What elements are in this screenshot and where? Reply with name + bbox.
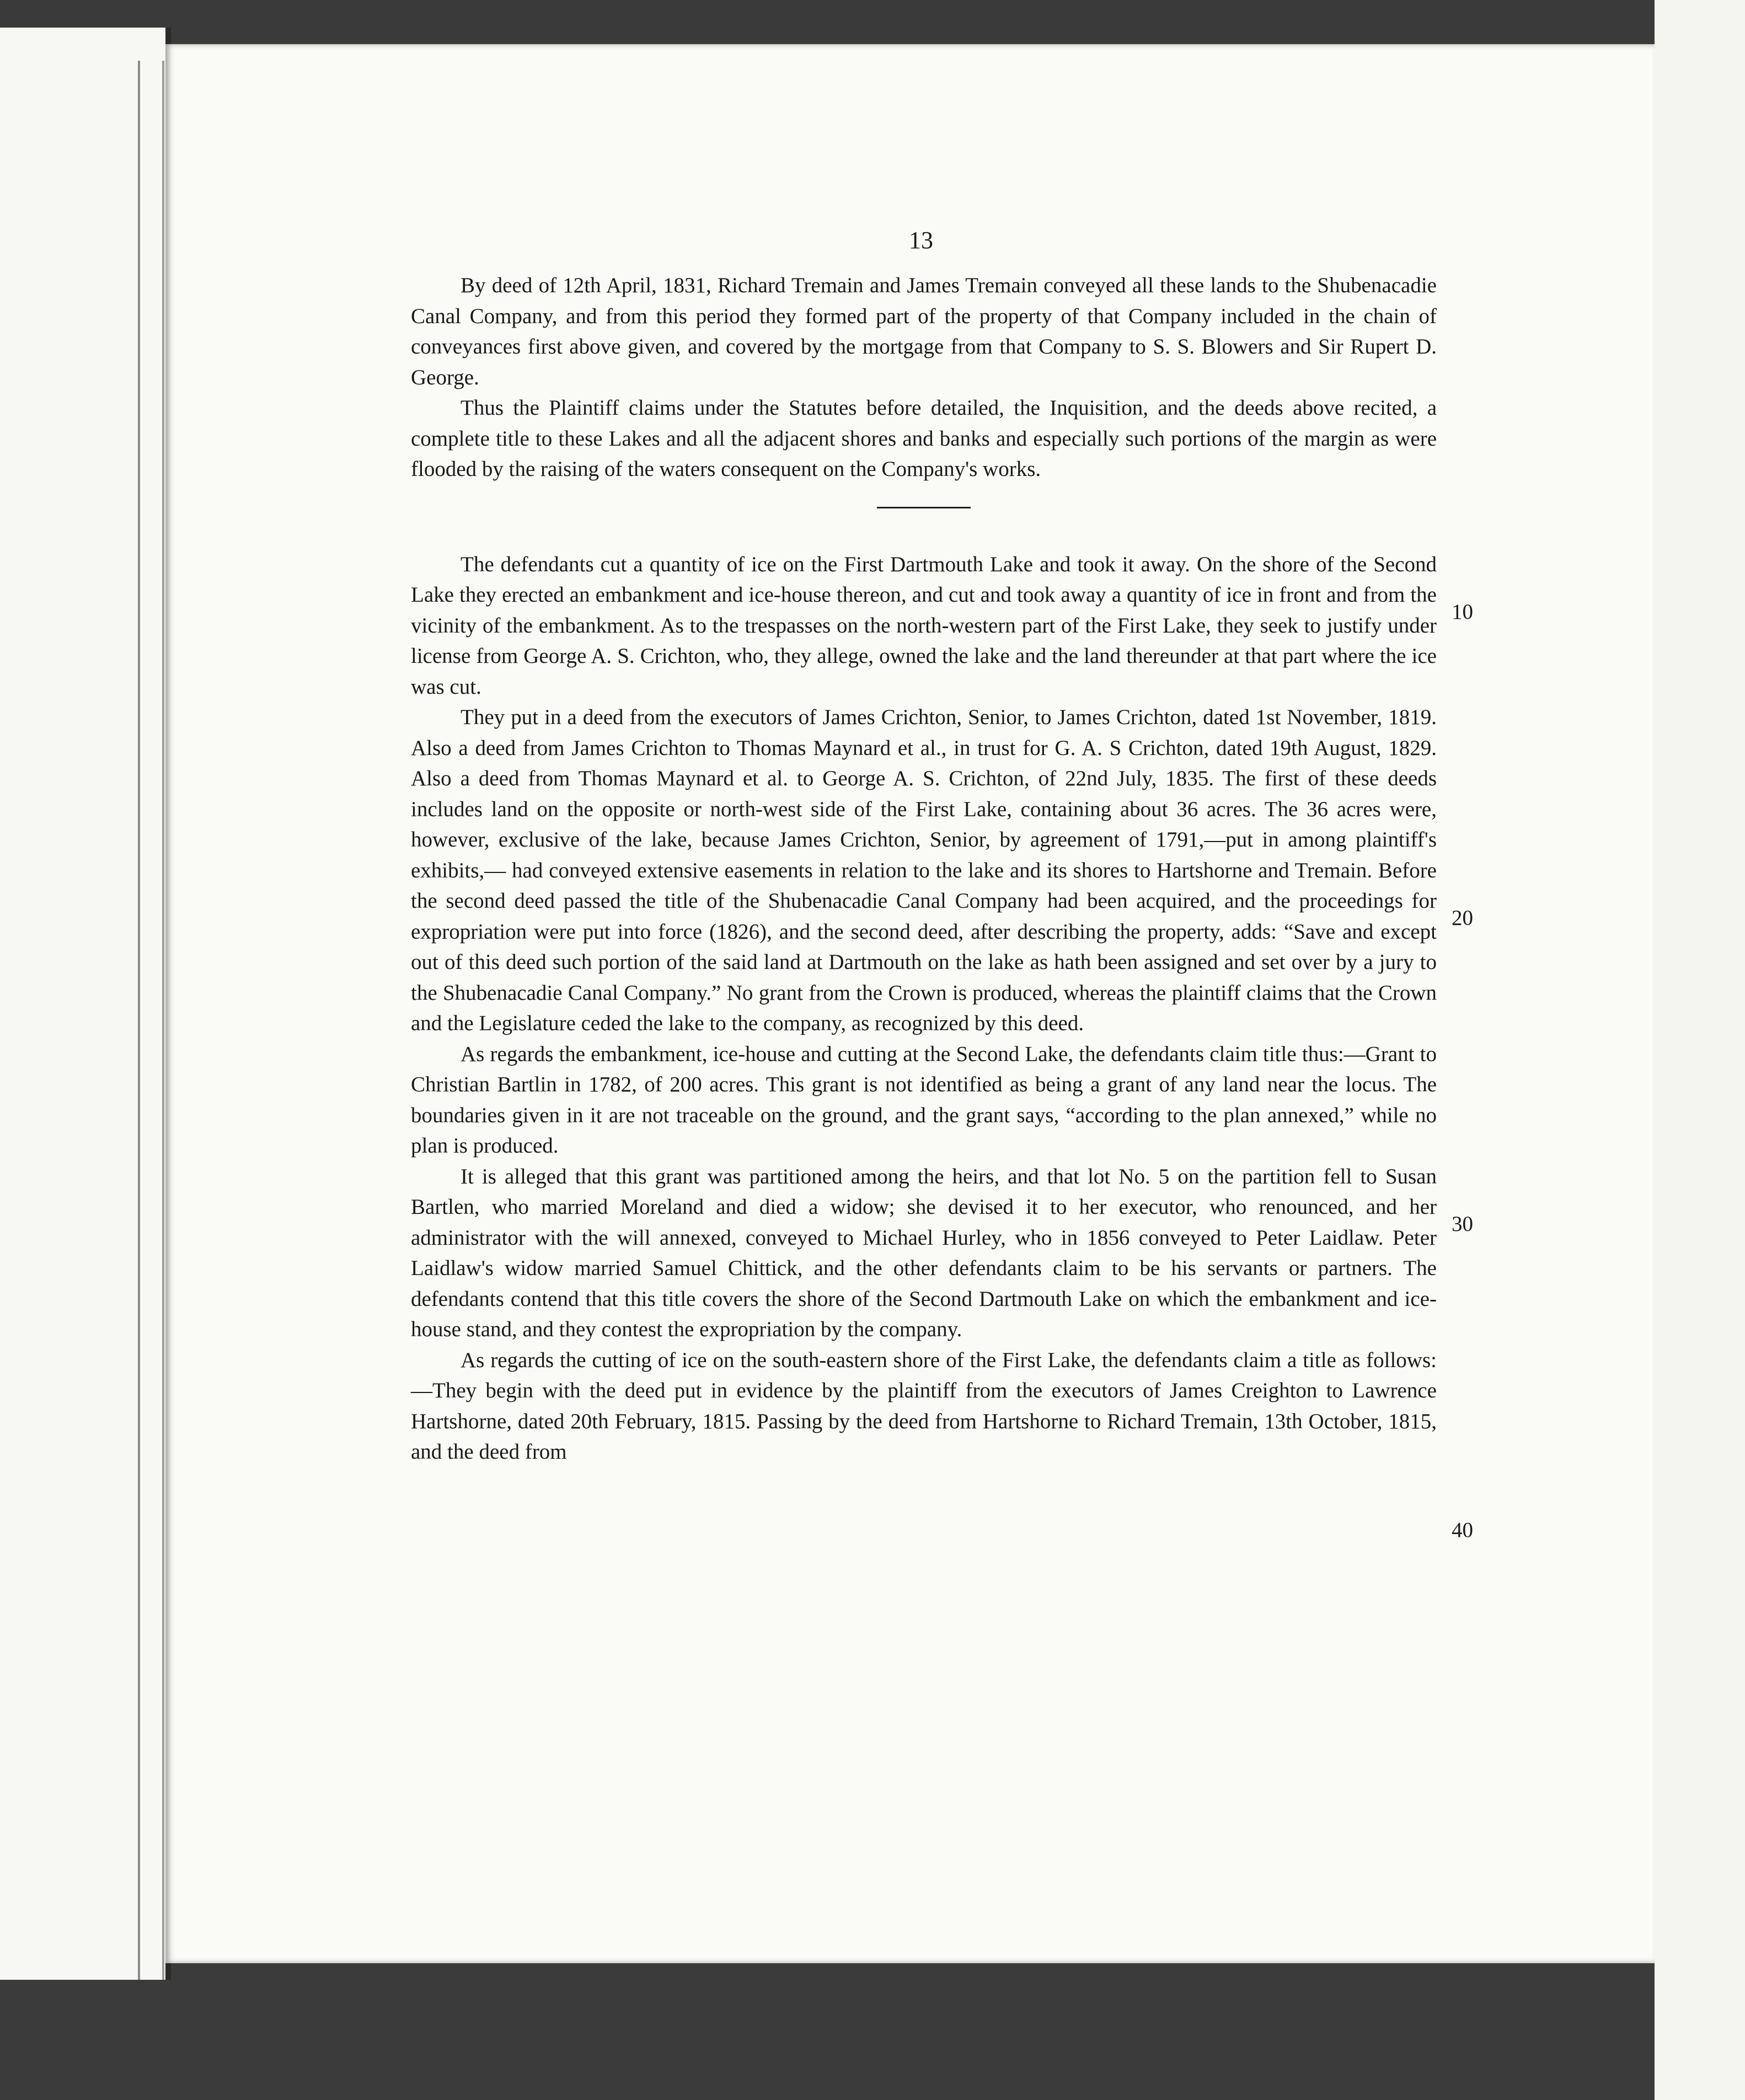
page-stack-edge	[138, 61, 164, 1980]
previous-page-edge	[0, 28, 171, 1980]
section-divider	[877, 507, 971, 508]
body-text	[411, 270, 1437, 1467]
paragraph-partition: It is alleged that this grant was partitioned among the heirs, and that lot No. 5 on the partition fell to Susan Bartlen, who married Moreland and died a widow; she devised it to her executor, who renounced, and her administrator with the will annexed, conveyed to Michael Hurley, who in 1856 conveyed to Peter Laidlaw. Peter Laidlaw's widow married Samuel Chittick, and the other defendants claim to be his servants or partners. The defendants contend that this title covers the shore of the Second Dartmouth Lake on which the embankment and ice-house stand, and they contest the expropriation by the company.	[411, 1164, 1437, 1341]
paragraph-second-lake-title: As regards the embankment, ice-house and cutting at the Second Lake, the defendants claim title thus:—Grant to Christian Bartlin in 1782, of 200 acres. This grant is not identified as being a grant of any land near the locus. The boundaries given in it are not traceable on the ground, and the grant says, “according to the plan annexed,” while no plan is produced.	[411, 1042, 1437, 1158]
page-number: 13	[909, 227, 933, 254]
scan-border-right	[1655, 0, 1745, 2100]
scan-border-top	[0, 0, 1745, 44]
line-number-20: 20	[1452, 906, 1473, 930]
paragraph-plaintiff-claim: Thus the Plaintiff claims under the Statutes before detailed, the Inquisition, and the deeds above recited, a complete title to these Lakes and all the adjacent shores and banks and especially such portions of the margin as were flooded by the raising of the waters consequent on the Company's works.	[411, 396, 1437, 481]
paragraph-deed-1831: By deed of 12th April, 1831, Richard Tremain and James Tremain conveyed all these lands to the Shubenacadie Canal Company, and from this period they formed part of the property of that Company included in the chain of conveyances first above given, and covered by the mortgage from that Company to S. S. Blowers and Sir Rupert D. George.	[411, 274, 1437, 389]
paragraph-first-lake-title: As regards the cutting of ice on the south-eastern shore of the First Lake, the defendants claim a title as follows:—They begin with the deed put in evidence by the plaintiff from the executors of James Creighton to Lawrence Hartshorne, dated 20th February, 1815. Passing by the deed from Hartshorne to Richard Tremain, 13th October, 1815, and the deed from	[411, 1348, 1437, 1464]
line-number-10: 10	[1452, 600, 1473, 624]
paragraph-crichton-deeds: They put in a deed from the executors of James Crichton, Senior, to James Crichton, dated 1st November, 1819. Also a deed from James Crichton to Thomas Maynard et al., in trust for G. A. S Crichton, dated 19th August, 1829. Also a deed from Thomas Maynard et al. to George A. S. Crichton, of 22nd July, 1835. The first of these deeds includes land on the opposite or north-west side of the First Lake, containing about 36 acres. The 36 acres were, however, exclusive of the lake, because James Crichton, Senior, by agreement of 1791,—put in among plaintiff's exhibits,— had conveyed extensive easements in relation to the lake and its shores to Hartshorne and Tremain. Before the second deed passed the title of the Shubenacadie Canal Company had been acquired, and the proceedings for expropriation were put into force (1826), and the second deed, after describing the property, adds: “Save and except out of this deed such portion of the said land at Dartmouth on the lake as hath been assigned and set over by a jury to the Shubenacadie Canal Company.” No grant from the Crown is produced, whereas the plaintiff claims that the Crown and the Legislature ceded the lake to the company, as recognized by this deed.	[411, 705, 1437, 1035]
line-number-30: 30	[1452, 1212, 1473, 1236]
scan-border-bottom	[0, 1963, 1745, 2100]
paragraph-defendants-cut-ice: The defendants cut a quantity of ice on the First Dartmouth Lake and took it away. On the shore of the Second Lake they erected an embankment and ice-house thereon, and cut and took away a quantity of ice in front and from the vicinity of the embankment. As to the trespasses on the north-western part of the First Lake, they seek to justify under license from George A. S. Crichton, who, they allege, owned the lake and the land thereunder at that part where the ice was cut.	[411, 552, 1437, 699]
line-number-40: 40	[1452, 1518, 1473, 1542]
